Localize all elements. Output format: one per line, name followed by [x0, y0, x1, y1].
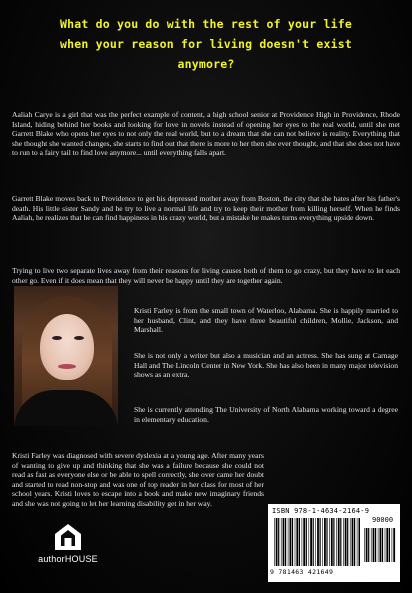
- barcode-digits: 9 781463 421649: [270, 568, 334, 576]
- author-bio-paragraph-2: She is not only a writer but also a musician and an actress. She has sung at Carnage Hall and The Lincoln Center in New York. She has also been in many major television shows as an extra.: [134, 351, 398, 380]
- publisher-name: authorHOUSE: [38, 554, 98, 564]
- author-bio-paragraph-3: She is currently attending The University of North Alabama working toward a degree in elementary education.: [134, 405, 398, 424]
- author-photo: [14, 286, 118, 426]
- author-bio-paragraph-4: Kristi Farley was diagnosed with severe dyslexia at a young age. After many years of wanting to give up and thinking that she was a failure because she could not read as fast as everyone else or be able to spell correctly, she over came her doubt and started to read non-stop and was one of top reader in her class for most of her school years. Kristi loves to escape into a book and make new imaginary friends and she was not going to let her learning disability get in her way.: [12, 451, 264, 508]
- price-code: 90000: [372, 516, 394, 524]
- synopsis-paragraph-3: Trying to live two separate lives away from their reasons for living causes both of them to go crazy, but they have to let each other go. Even if it does mean that they will never be happy until they are together again.: [12, 266, 400, 285]
- isbn-barcode: [268, 504, 400, 582]
- tagline: [18, 14, 394, 74]
- tagline-line-1: What do you do with the rest of your life: [59, 17, 353, 31]
- barcode-bars: [274, 518, 360, 566]
- publisher-logo: [28, 522, 108, 564]
- tagline-line-2: when your reason for living doesn't exist: [59, 37, 353, 51]
- tagline-line-3: anymore?: [177, 57, 235, 71]
- isbn-number: ISBN 978-1-4634-2164-9: [272, 507, 370, 515]
- synopsis-paragraph-2: Garrett Blake moves back to Providence to get his depressed mother away from Boston, the city that she hates after his father's death. His little sister Sandy and he try to live a normal life and try to keep their mother from killing herself. When he finds Aaliah, he realizes that he can find happiness in his crazy world, but a mistake he makes turns everything upside down.: [12, 194, 400, 223]
- synopsis-paragraph-1: Aaliah Carye is a girl that was the perfect example of content, a high school senior at Providence High in Providence, Rhode Island, hiding behind her books and looking for love in novels instead of opening her eyes to the real world, until she met Garrett Blake who opens her eyes to not only the real world, but to a dream that she can not believe is reality. Everything that she thought she wanted changes, she starts to find out that there is more to her then she ever thought, and that she does not have to run to a fairy tail to find love anymore... until everything falls apart.: [12, 110, 400, 158]
- author-bio-paragraph-1: Kristi Farley is from the small town of Waterloo, Alabama. She is happily married to her husband, Clint, and they have three beautiful children, Mollie, Jackson, and Marshall.: [134, 306, 398, 335]
- price-barcode-bars: [364, 528, 396, 562]
- authorhouse-logo-icon: [53, 522, 83, 552]
